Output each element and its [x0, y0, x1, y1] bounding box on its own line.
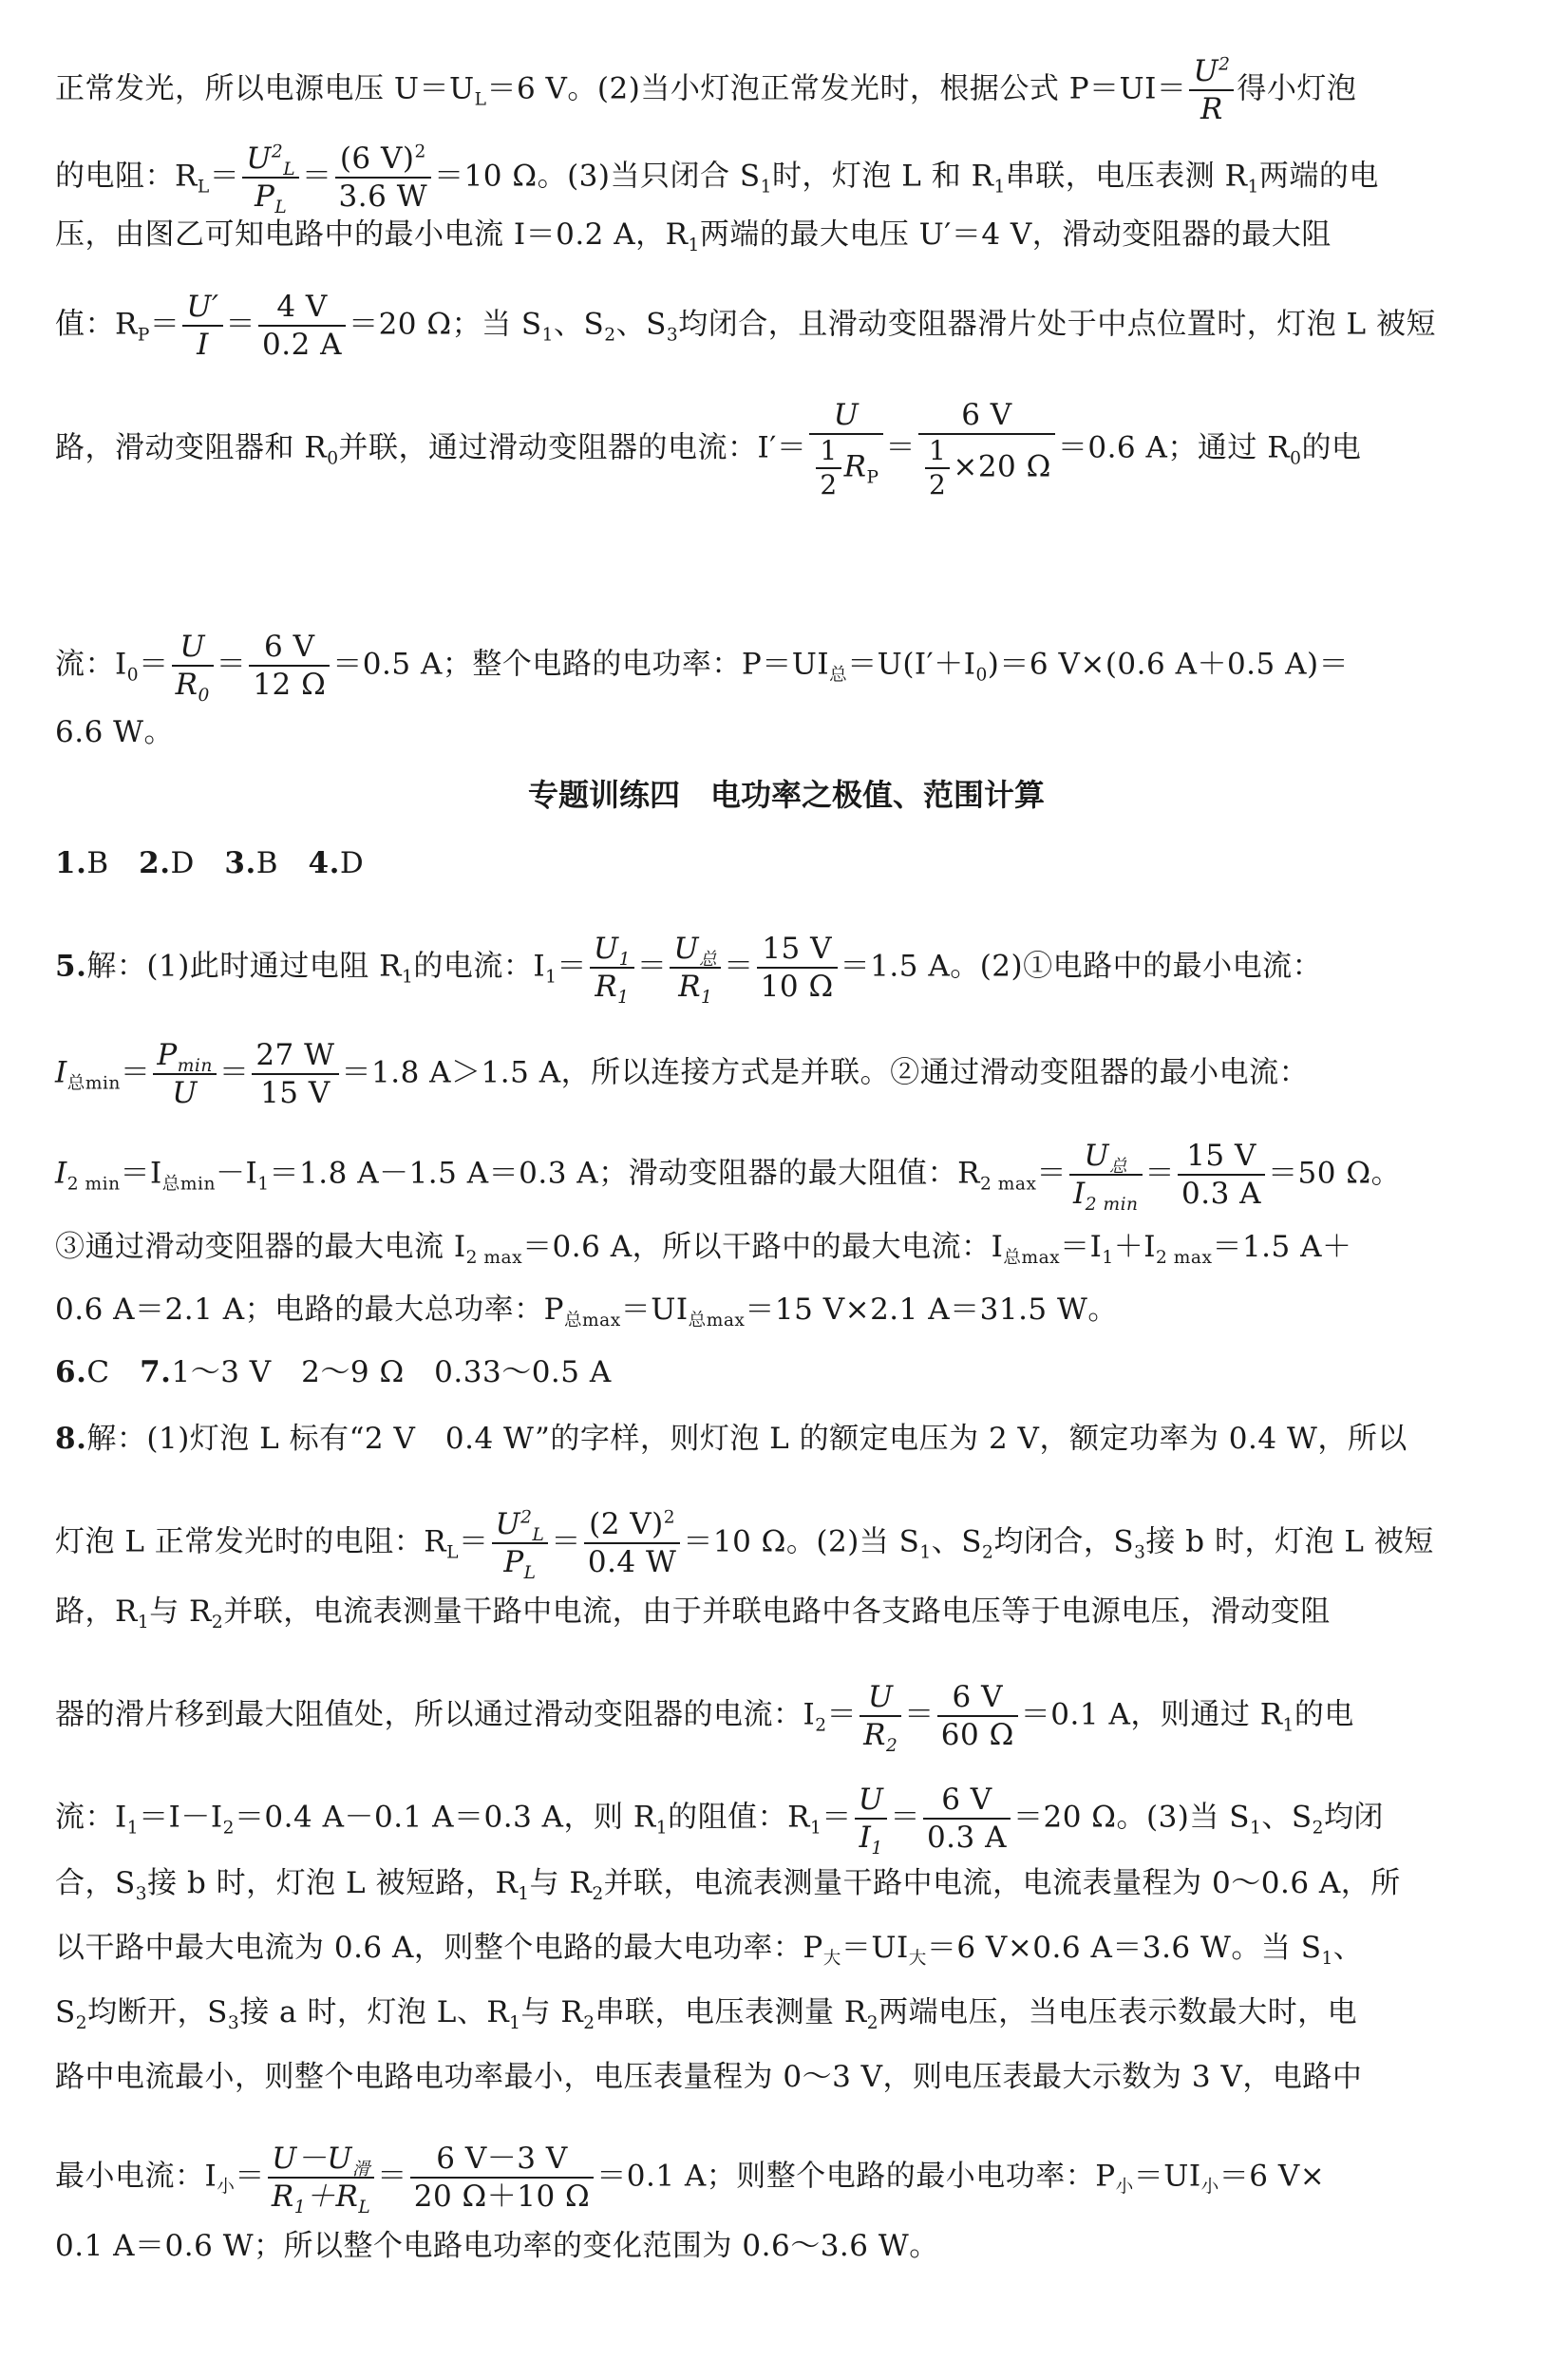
text-run: 解：(1)此时通过电阻 R: [86, 949, 402, 984]
fraction-denominator: ＋R: [306, 2180, 359, 2214]
fraction-denominator: I: [197, 328, 209, 362]
answer-line-6-7: [55, 1352, 612, 1392]
text-run: 并联，通过滑动变阻器的电流：I′＝: [338, 430, 807, 465]
subscript: 3: [1134, 1542, 1146, 1563]
text-run: 与 R: [529, 1866, 593, 1900]
question-number: 1.: [55, 846, 87, 880]
fraction: [918, 397, 1055, 501]
subscript: 小: [1115, 2177, 1134, 2198]
fraction: [757, 931, 838, 1005]
subscript: 总max: [688, 1311, 746, 1331]
fraction-numerator: U: [1084, 1139, 1109, 1173]
subscript: 2: [885, 1736, 898, 1757]
subscript: 1: [688, 236, 700, 256]
subscript: 1: [993, 177, 1006, 198]
superscript: 2: [520, 1507, 533, 1528]
subscript: 小: [1200, 2177, 1219, 2198]
text-line: $I_{总min}=$ $P_{min}$ U ＝ $\frac{27 W}{15 V}$ ＝1.8 A＞1.5 A，所以连接方式是并联。②通过滑动变阻器的最小电流：: [55, 1038, 1310, 1110]
subscript: 2 max: [980, 1174, 1037, 1195]
subscript: 1: [126, 1818, 140, 1839]
text-run: 的电阻：R: [55, 159, 198, 194]
text-line: [55, 2057, 1362, 2097]
fraction-denominator: R: [843, 449, 867, 484]
fraction-denominator: 0.3 A: [926, 1821, 1007, 1855]
text-run: 时，灯泡 L 和 R: [771, 159, 994, 194]
superscript: 2: [414, 142, 426, 162]
fraction-numerator: 6 V: [918, 397, 1055, 435]
subscript: L: [523, 1563, 537, 1584]
subscript: 1: [1321, 1949, 1333, 1970]
fraction-numerator: 1: [925, 435, 950, 469]
subscript: 1: [617, 988, 630, 1009]
answer-line-1-4: [55, 843, 364, 883]
text-run: －I: [215, 1156, 258, 1191]
fraction-denominator: ×20 Ω: [953, 449, 1051, 484]
text-run: ＝6 V。(2)当小灯泡正常发光时，根据公式 P＝UI＝: [486, 71, 1187, 106]
subscript: 2: [222, 1818, 235, 1839]
fraction-denominator: 60 Ω: [940, 1718, 1014, 1752]
subscript: 总: [829, 665, 848, 686]
subscript: 3: [227, 2013, 240, 2034]
text-line: [55, 1419, 1407, 1459]
subscript: 1: [293, 2198, 307, 2218]
answer-value: B: [86, 846, 109, 880]
text-line: [55, 1290, 1118, 1330]
subscript: 1: [257, 1174, 270, 1195]
subscript: 0: [198, 686, 210, 707]
subscript: 1: [545, 967, 557, 988]
subscript: 2: [211, 1613, 224, 1633]
fraction-numerator: U: [855, 1782, 888, 1820]
subscript: 1: [618, 950, 631, 971]
subscript: 2 min: [1085, 1195, 1139, 1216]
subscript: 1: [401, 967, 414, 988]
subscript: 大: [822, 1949, 841, 1970]
fraction: [1178, 1138, 1265, 1212]
fraction-numerator: U: [246, 142, 272, 176]
question-number: 6.: [55, 1355, 87, 1389]
fraction-denominator: I: [859, 1821, 872, 1855]
text-run: 、S: [1261, 1800, 1313, 1835]
answer-value: C: [86, 1355, 110, 1389]
text-line: [55, 1592, 1331, 1632]
text-run: 接 a 时，灯泡 L、R: [239, 1995, 510, 2029]
text-run: 均闭合，且滑动变阻器滑片处于中点位置时，灯泡 L 被短: [678, 307, 1436, 342]
subscript: 1: [760, 177, 772, 198]
question-number: 3.: [224, 846, 256, 880]
subscript: 1: [655, 1818, 669, 1839]
text-run: 器的滑片移到最大阻值处，所以通过滑动变阻器的电流：I: [55, 1697, 816, 1732]
fraction-numerator: 4 V: [258, 289, 346, 327]
subscript: 1: [701, 988, 713, 1009]
text-run: 的电: [1294, 1697, 1354, 1732]
text-run: 并联，电流表测量干路中电流，由于并联电路中各支路电压等于电源电压，滑动变阻: [223, 1595, 1331, 1629]
fraction-numerator: (6 V): [339, 142, 415, 176]
subscript: P: [137, 325, 150, 346]
text-run: ＝6 V×: [1219, 2159, 1326, 2194]
text-run: 与 R: [520, 1995, 584, 2029]
fraction-denominator: R: [271, 2180, 294, 2214]
fraction: [410, 2141, 595, 2215]
text-run: 得小灯泡: [1237, 71, 1357, 106]
fraction-denominator: 10 Ω: [760, 970, 834, 1004]
subscript: 1: [919, 1542, 932, 1563]
text-run: 路，R: [55, 1595, 138, 1629]
text-run: 灯泡 L 正常发光时的电阻：R: [55, 1524, 447, 1559]
fraction-numerator: U′: [182, 289, 222, 327]
fraction-inner: [816, 435, 841, 501]
fraction-denominator: U: [172, 1076, 198, 1110]
text-run: ＝15 V×2.1 A＝31.5 W。: [745, 1293, 1118, 1327]
text-line: 路，滑动变阻器和 $R_0$并联，通过滑动变阻器的电流：I′＝ U $\frac{1}{2}$ $R_P$ ＝ 6 V $\frac{1}{2}$ ×20 Ω ＝0.6 A；通过 $R_0$的电: [55, 398, 1362, 500]
subscript: 总: [699, 950, 718, 971]
subscript: 总min: [66, 1073, 121, 1094]
text-run: ＝I: [120, 1156, 162, 1191]
subscript: L: [474, 89, 487, 110]
text-run: ＝20 Ω。(3)当 S: [1012, 1800, 1250, 1835]
fraction-denominator: 15 V: [260, 1076, 331, 1110]
text-run: ＝I－I: [139, 1800, 223, 1835]
text-line: [55, 1992, 1357, 2032]
text-run: ＝UI: [841, 1931, 909, 1965]
text-run: S: [55, 1995, 76, 2029]
subscript: L: [283, 160, 296, 180]
text-run: 、S: [554, 307, 605, 342]
subscript: 0: [975, 665, 988, 686]
text-run: 流：I: [55, 1800, 127, 1835]
superscript: 2: [1219, 54, 1231, 75]
text-run: 以干路中最大电流为 0.6 A，则整个电路的最大电功率：P: [55, 1931, 823, 1965]
text-run: 接 b 时，灯泡 L 被短: [1145, 1524, 1434, 1559]
text-run: 正常发光，所以电源电压 U＝U: [55, 71, 475, 106]
subscript: 大: [908, 1949, 927, 1970]
fraction-denominator: I: [1072, 1177, 1086, 1211]
text-line: [55, 1227, 1352, 1267]
fraction: [252, 1037, 338, 1111]
text-run: )＝6 V×(0.6 A＋0.5 A)＝: [987, 647, 1350, 682]
text-run: ＝50 Ω。: [1268, 1156, 1402, 1191]
text-line: [55, 1928, 1363, 1968]
text-run: ＝0.5 A；整个电路的电功率：P＝UI: [332, 647, 830, 682]
fraction: [1189, 53, 1234, 127]
fraction-numerator: 6 V: [249, 629, 330, 667]
text-line: $I_{2 min}=I_{总min}-I_1=1.8$ A－1.5 A＝0.3 A；滑动变阻器的最大阻值：$R_{2 max}=$ $U_总$ $I_{2 min}$ ＝ $\frac{15 V}{0.3 A}$ ＝50 Ω。: [55, 1139, 1402, 1216]
text-run: ＝10 Ω。(2)当 S: [683, 1524, 920, 1559]
text-line: 最小电流：$I_小=$ $U-U_滑$ $R_1+R_L$ ＝ $\frac{6 V-3 V}{20 \Omega+10 \Omega}$ ＝0.1 A；则整个电路的最小电功率：$P_小=UI_小=6$ V×: [55, 2142, 1326, 2218]
text-run: 的电流：I: [413, 949, 546, 984]
text-line: 器的滑片移到最大阻值处，所以通过滑动变阻器的电流：$I_2=$ $\frac{U}{R_2}$ ＝ $\frac{6 V}{60 \Omega}$ ＝0.1 A，则通过 $R_1$的电: [55, 1680, 1354, 1757]
subscript: 1: [509, 2013, 521, 2034]
text-run: ＝1.5 A＋: [1212, 1230, 1352, 1264]
superscript: 2: [271, 142, 284, 162]
fraction: [670, 931, 721, 1009]
text-run: ③通过滑动变阻器的最大电流 I: [55, 1230, 466, 1264]
fraction: [923, 1782, 1011, 1856]
fraction-numerator: 1: [816, 435, 841, 469]
subscript: min: [177, 1056, 213, 1077]
text-run: 最小电流：I: [55, 2159, 217, 2194]
fraction-denominator: P: [503, 1545, 524, 1579]
question-number: 5.: [55, 949, 87, 984]
superscript: 2: [663, 1507, 676, 1528]
text-run: ＝0.1 A，则通过 R: [1020, 1697, 1283, 1732]
text-run: 解：(1)灯泡 L 标有“2 V 0.4 W”的字样，则灯泡 L 的额定电压为 2 V，额定功率为 0.4 W，所以: [86, 1422, 1407, 1456]
section-heading: 专题训练四 电功率之极值、范围计算: [527, 777, 1045, 813]
subscript: 2: [583, 2013, 595, 2034]
fraction-numerator: U－U: [272, 2142, 352, 2176]
fraction: [182, 289, 222, 363]
subscript: 小: [217, 2177, 236, 2198]
fraction-denominator: 3.6 W: [338, 179, 428, 214]
text-run: ＝0.6 A，所以干路中的最大电流：I: [522, 1230, 1004, 1264]
text-line: [55, 53, 1356, 127]
fraction: [1069, 1138, 1143, 1216]
answer-value: B: [255, 846, 279, 880]
fraction-numerator: U: [1193, 54, 1219, 88]
fraction-denominator: R: [175, 668, 198, 702]
text-line: [55, 712, 174, 752]
subscript: 1: [871, 1839, 883, 1859]
text-run: 、S: [615, 307, 667, 342]
subscript: 0: [1290, 448, 1302, 469]
subscript: 总min: [161, 1174, 216, 1195]
fraction: [855, 1782, 888, 1859]
text-run: 两端的电: [1258, 159, 1379, 194]
text-run: 串联，电压表测 R: [1005, 159, 1248, 194]
text-run: 两端电压，当电压表示数最大时，电: [878, 1995, 1358, 2029]
fraction-numerator: U: [593, 932, 619, 966]
text-line: [55, 1863, 1401, 1903]
text-run: 、S: [931, 1524, 982, 1559]
text-run: 值：R: [55, 307, 138, 342]
fraction-numerator: 6 V: [923, 1782, 1011, 1820]
fraction-numerator: P: [157, 1038, 178, 1072]
text-run: 并联，电流表测量干路中电流，电流表量程为 0～0.6 A，所: [603, 1866, 1401, 1900]
text-run: 与 R: [149, 1595, 212, 1629]
text-run: 两端的最大电压 U′＝4 V，滑动变阻器的最大阻: [699, 217, 1332, 252]
fraction-denominator: R: [595, 970, 618, 1004]
subscript: 3: [666, 325, 679, 346]
fraction: [590, 931, 634, 1009]
fraction-denominator: 20 Ω＋10 Ω: [413, 2180, 591, 2214]
fraction: [584, 1506, 681, 1580]
fraction: [268, 2141, 374, 2218]
subscript: 3: [135, 1884, 148, 1905]
text-run: 均闭: [1323, 1800, 1384, 1835]
text-run: 6.6 W。: [55, 715, 175, 749]
subscript: 2: [604, 325, 616, 346]
fraction: [172, 629, 214, 707]
fraction-numerator: 27 W: [252, 1037, 338, 1075]
subscript: 2: [981, 1542, 994, 1563]
subscript: L: [358, 2198, 371, 2218]
text-line: 流：$I_1=I-I_2=0.4$ A－0.1 A＝0.3 A，则 $R_1$的阻值：$R_1=$ $\frac{U}{I_1}$ ＝ $\frac{6 V}{0.3 A}$ ＝20 Ω。(3)当 $S_1$、$S_2$均闭: [55, 1783, 1384, 1859]
text-run: ＝6 V×0.6 A＝3.6 W。当 S: [926, 1931, 1322, 1965]
fraction-denominator: 2: [929, 469, 947, 500]
subscript: 总max: [563, 1311, 621, 1331]
text-line: 的电阻：$R_L=$ $\frac{U^2_L}{P_L}$ ＝ $\frac{(6 V)^2}{3.6 W}$ ＝10 Ω。(3)当只闭合 $S_1$时，灯泡 L 和 $R_1$串联，电压表测 $R_1$两端的电: [55, 142, 1379, 218]
subscript: 总: [1109, 1157, 1128, 1178]
fraction-numerator: 6 V－3 V: [410, 2141, 595, 2179]
text-run: I: [55, 1055, 67, 1090]
text-run: ＝1.8 A－1.5 A＝0.3 A；滑动变阻器的最大阻值：R: [269, 1156, 981, 1191]
answer-value: D: [339, 846, 365, 880]
subscript: 1: [1247, 177, 1259, 198]
text-run: 压，由图乙可知电路中的最小电流 I＝0.2 A，R: [55, 217, 689, 252]
fraction: [860, 1679, 901, 1757]
subscript: 2 max: [465, 1248, 523, 1269]
answer-value: D: [170, 846, 195, 880]
text-run: ＝1.8 A＞1.5 A，所以连接方式是并联。②通过滑动变阻器的最小电流：: [341, 1055, 1310, 1090]
fraction-denominator: 2: [820, 469, 838, 500]
text-line: [55, 2226, 939, 2266]
subscript: 1: [1250, 1818, 1262, 1839]
question-number: 8.: [55, 1422, 87, 1456]
text-run: 路，滑动变阻器和 R: [55, 430, 328, 465]
subscript: 0: [327, 448, 339, 469]
text-line: [55, 215, 1332, 255]
fraction-numerator: (2 V): [589, 1507, 664, 1541]
subscript: L: [446, 1542, 459, 1563]
fraction-denominator: P: [255, 179, 275, 214]
subscript: 2: [1312, 1818, 1324, 1839]
subscript: 2 max: [1156, 1248, 1213, 1269]
fraction-numerator: 15 V: [1178, 1138, 1265, 1176]
text-run: ＝0.6 A；通过 R: [1057, 430, 1291, 465]
text-run: 串联，电压表测量 R: [595, 1995, 867, 2029]
text-run: ＝UI: [620, 1293, 689, 1327]
fraction-numerator: U: [495, 1507, 521, 1541]
text-run: ＝U(I′＋I: [847, 647, 976, 682]
text-line: 流：$I_0=$ $\frac{U}{R_0}$ ＝ $\frac{6 V}{12 \Omega}$ ＝0.5 A；整个电路的电功率：$P=UI_总=U(I'+I_0)=6$ V×(0.6 A＋0.5 A)＝: [55, 630, 1350, 707]
text-run: ＝0.4 A－0.1 A＝0.3 A，则 R: [234, 1800, 656, 1835]
text-run: ＝20 Ω；当 S: [349, 307, 542, 342]
text-run: ＝1.5 A。(2)①电路中的最小电流：: [840, 949, 1323, 984]
fraction-denominator: 0.3 A: [1181, 1177, 1262, 1211]
fraction-denominator: R: [1200, 92, 1223, 126]
question-number: 7.: [140, 1355, 172, 1389]
fraction-numerator: 6 V: [937, 1679, 1018, 1717]
fraction: [153, 1037, 216, 1111]
fraction-numerator: 15 V: [757, 931, 838, 969]
text-run: 均断开，S: [87, 1995, 228, 2029]
text-run: 的电: [1301, 430, 1362, 465]
subscript: L: [197, 177, 210, 198]
text-run: ＋I: [1113, 1230, 1156, 1264]
text-run: ＝0.1 A；则整个电路的最小电功率：P: [596, 2159, 1116, 2194]
fraction: [242, 141, 299, 218]
text-run: 的阻值：R: [668, 1800, 810, 1835]
fraction: [809, 397, 882, 501]
text-run: ＝UI: [1133, 2159, 1201, 2194]
answer-page: [55, 0, 1518, 2359]
subscript: 滑: [351, 2160, 370, 2180]
subscript: 2 min: [66, 1174, 121, 1195]
question-number: 4.: [308, 846, 340, 880]
text-run: 接 b 时，灯泡 L 被短路，R: [147, 1866, 519, 1900]
text-line: 5.解：(1)此时通过电阻 $R_1$的电流：$I_1=$ $\frac{U_1}{R_1}$ ＝ $U_总$ $R_1$ ＝ $\frac{15 V}{10 \Omega}$ ＝1.5 A。(2)①电路中的最小电流：: [55, 932, 1323, 1009]
fraction-denominator: 12 Ω: [253, 668, 327, 702]
fraction-denominator: R: [863, 1718, 886, 1752]
text-run: 0.6 A＝2.1 A；电路的最大总功率：P: [55, 1293, 564, 1327]
fraction-inner: [925, 435, 950, 501]
fraction-denominator: R: [678, 970, 702, 1004]
subscript: 1: [137, 1613, 150, 1633]
fraction-numerator: U: [809, 397, 882, 435]
question-number: 2.: [139, 846, 171, 880]
text-line: 值：$R_P=$ $\frac{U'}{I}$ ＝ $\frac{4 V}{0.2 A}$ ＝20 Ω；当 $S_1$、$S_2$、$S_3$均闭合，且滑动变阻器滑片处于中点位置时，灯泡 L 被短: [55, 290, 1436, 362]
fraction-denominator: 0.4 W: [587, 1545, 677, 1579]
fraction-numerator: U: [860, 1679, 901, 1717]
text-run: ＝I: [1060, 1230, 1103, 1264]
text-run: 0.1 A＝0.6 W；所以整个电路电功率的变化范围为 0.6～3.6 W。: [55, 2229, 939, 2263]
subscript: 2: [75, 2013, 88, 2034]
fraction: [249, 629, 330, 703]
text-run: I: [55, 1156, 67, 1191]
fraction: [492, 1506, 549, 1584]
subscript: 1: [1282, 1715, 1294, 1736]
answer-value: 1～3 V 2～9 Ω 0.33～0.5 A: [171, 1355, 612, 1389]
fraction-numerator: U: [673, 932, 700, 966]
text-run: 均闭合，S: [993, 1524, 1135, 1559]
fraction: [258, 289, 346, 363]
subscript: 1: [541, 325, 555, 346]
subscript: 0: [126, 665, 140, 686]
fraction: [937, 1679, 1018, 1753]
subscript: 2: [815, 1715, 827, 1736]
subscript: 1: [809, 1818, 822, 1839]
text-run: ＝10 Ω。(3)当只闭合 S: [434, 159, 761, 194]
text-line: 灯泡 L 正常发光时的电阻：$R_L=$ $\frac{U^2_L}{P_L}$ ＝ $\frac{(2 V)^2}{0.4 W}$ ＝10 Ω。(2)当 $S_1$、$S_2$均闭合，$S_3$接 b 时，灯泡 L 被短: [55, 1507, 1434, 1584]
text-run: 路中电流最小，则整个电路电功率最小，电压表量程为 0～3 V，则电压表最大示数为 3 V，电路中: [55, 2060, 1363, 2094]
subscript: 2: [592, 1884, 604, 1905]
subscript: L: [274, 198, 288, 218]
subscript: 1: [1102, 1248, 1114, 1269]
subscript: 2: [866, 2013, 879, 2034]
subscript: P: [866, 467, 879, 488]
fraction-numerator: U: [172, 629, 214, 667]
text-run: 合，S: [55, 1866, 136, 1900]
fraction-denominator: 0.2 A: [262, 328, 343, 362]
subscript: L: [532, 1525, 545, 1546]
text-run: 流：I: [55, 647, 127, 682]
subscript: 1: [518, 1884, 530, 1905]
text-run: 、: [1332, 1931, 1364, 1965]
subscript: 总max: [1003, 1248, 1061, 1269]
fraction: [335, 141, 432, 215]
